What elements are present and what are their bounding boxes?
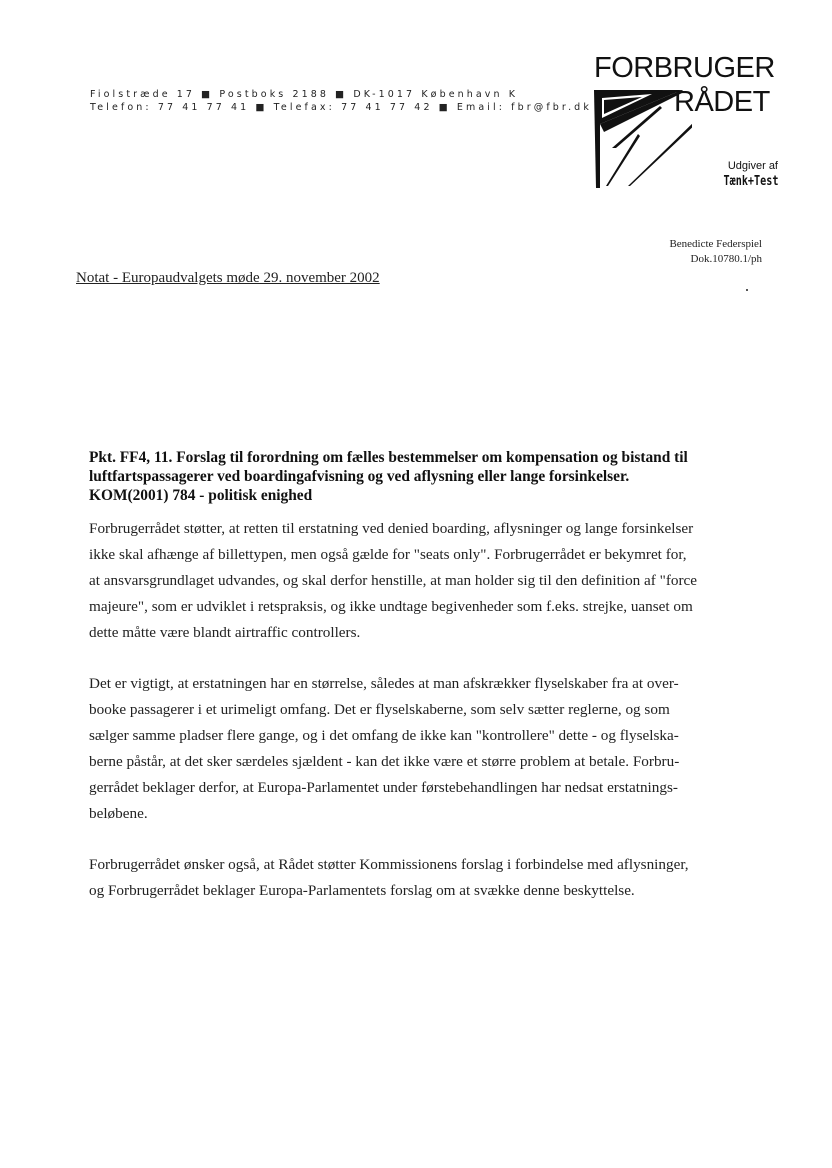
logo-text-forbruger: FORBRUGER [594,52,775,84]
text-line: og Forbrugerrådet beklager Europa-Parlamentets forslag om at svække denne beskyttelse. [89,882,635,899]
heading-line: KOM(2001) 784 - politisk enighed [89,487,313,504]
heading-line: luftfartspassagerer ved boardingafvisning og ved aflysning eller lange forsinkelser. [89,468,630,485]
document-body [89,448,753,904]
paragraph [89,852,753,904]
scan-speck [746,289,748,291]
contact-line: Telefon: 77 41 77 41 ■ Telefax: 77 41 77 42 ■ Email: fbr@fbr.dk [90,102,592,113]
letterhead-address [90,88,592,114]
text-line: at ansvarsgrundlaget udvandes, og skal derfor henstille, at man holder sig til den definition af "force [89,572,698,589]
text-line: dette måtte være blandt airtraffic controllers. [89,624,361,641]
publisher-label: Udgiver af [727,160,778,172]
text-line: beløbene. [89,805,148,822]
document-reference: Dok.10780.1/ph [690,253,762,265]
agenda-heading [89,448,753,505]
paragraph [89,671,753,827]
forbrugerraadet-logo [588,52,788,192]
paragraph [89,516,753,646]
text-line: Forbrugerrådet støtter, at retten til erstatning ved denied boarding, aflysninger og lange forsinkelser [89,520,694,537]
heading-line: Pkt. FF4, 11. Forslag til forordning om fælles bestemmelser om kompensation og bistand til [89,449,688,466]
address-line: Fiolstræde 17 ■ Postboks 2188 ■ DK-1017 København K [90,89,519,100]
logo-text-raadet: RÅDET [674,86,770,118]
text-line: sælger samme pladser flere gange, og i det omfang de ikke kan "kontrollere" dette - og flyselska- [89,727,679,744]
notat-title: Notat - Europaudvalgets møde 29. november 2002 [76,270,380,286]
text-line: booke passagerer i et urimeligt omfang. Det er flyselskaberne, som selv sætter reglerne, og som [89,701,670,718]
author-name: Benedicte Federspiel [669,238,762,250]
document-meta [669,237,762,267]
text-line: ikke skal afhænge af billettypen, men også gælde for "seats only". Forbrugerrådet er bekymret for, [89,546,687,563]
text-line: Det er vigtigt, at erstatningen har en størrelse, således at man afskrækker flyselskaber fra at over- [89,675,679,692]
text-line: berne påstår, at det sker særdeles sjældent - kan det ikke være et større problem at betale. Forbru- [89,753,680,770]
text-line: gerrådet beklager derfor, at Europa-Parlamentet under førstebehandlingen har nedsat erstatnings- [89,779,678,796]
logo-swoosh-icon [592,88,692,192]
text-line: majeure", som er udviklet i retspraksis, og ikke undtage begivenheder som f.eks. strejke, uanset om [89,598,693,615]
publisher-brand: Tænk+Test [723,174,778,189]
text-line: Forbrugerrådet ønsker også, at Rådet støtter Kommissionens forslag i forbindelse med aflysninger, [89,856,689,873]
